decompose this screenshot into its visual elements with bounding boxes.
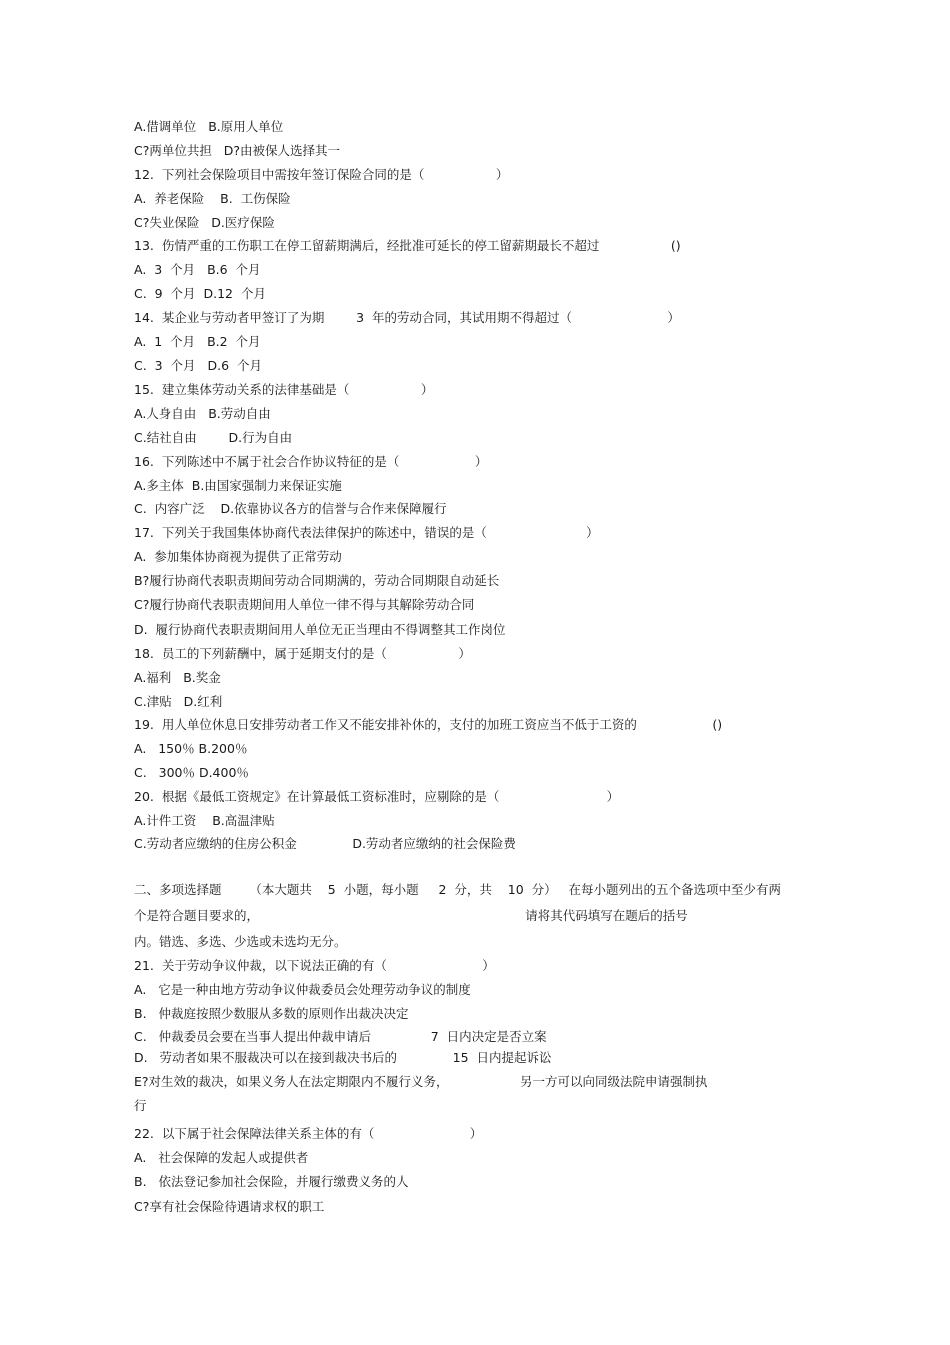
text-line: 个是符合题目要求的， 请将其代码填写在题后的括号 xyxy=(134,908,688,923)
text-line: 16. 下列陈述中不属于社会合作协议特征的是（ ） xyxy=(134,454,488,469)
text-line: A. 3 个月 B.6 个月 xyxy=(134,262,261,277)
text-line: B?履行协商代表职责期间劳动合同期满的，劳动合同期限自动延长 xyxy=(134,573,500,588)
text-line: C?履行协商代表职责期间用人单位一律不得与其解除劳动合同 xyxy=(134,597,475,612)
text-line: 17. 下列关于我国集体协商代表法律保护的陈述中，错误的是（ ） xyxy=(134,525,599,540)
text-line: A. 它是一种由地方劳动争议仲裁委员会处理劳动争议的制度 xyxy=(134,982,471,997)
text-line: D. 履行协商代表职责期间用人单位无正当理由不得调整其工作岗位 xyxy=(134,622,506,637)
text-line: C?失业保险 D.医疗保险 xyxy=(134,215,275,230)
text-line: 22. 以下属于社会保障法律关系主体的有（ ） xyxy=(134,1126,483,1141)
text-line: B. 依法登记参加社会保险，并履行缴费义务的人 xyxy=(134,1174,409,1189)
text-line: 14. 某企业与劳动者甲签订了为期 3 年的劳动合同，其试用期不得超过（ ） xyxy=(134,310,680,325)
text-line: C. 仲裁委员会要在当事人提出仲裁申请后 7 日内决定是否立案 xyxy=(134,1029,547,1044)
section-heading: 二、多项选择题 （本大题共 5 小题，每小题 2 分，共 10 分） 在每小题列出的五个备选项中至少有两 xyxy=(134,882,782,897)
text-line: A.计件工资 B.高温津贴 xyxy=(134,813,275,828)
text-line: C.结社自由 D.行为自由 xyxy=(134,430,293,445)
text-line: 行 xyxy=(134,1098,147,1113)
text-line: C?享有社会保险待遇请求权的职工 xyxy=(134,1199,325,1214)
text-line: A. 参加集体协商视为提供了正常劳动 xyxy=(134,549,342,564)
text-line: C. 3 个月 D.6 个月 xyxy=(134,358,262,373)
text-line: A. 养老保险 B. 工伤保险 xyxy=(134,191,291,206)
text-line: 18. 员工的下列薪酬中，属于延期支付的是（ ） xyxy=(134,646,471,661)
text-line: C.劳动者应缴纳的住房公积金 D.劳动者应缴纳的社会保险费 xyxy=(134,836,516,851)
text-line: 20. 根据《最低工资规定》在计算最低工资标准时，应剔除的是（ ） xyxy=(134,789,620,804)
text-line: A.福利 B.奖金 xyxy=(134,670,221,685)
text-line: 21. 关于劳动争议仲裁，以下说法正确的有（ ） xyxy=(134,958,495,973)
text-line: C.津贴 D.红利 xyxy=(134,694,223,709)
text-line: 15. 建立集体劳动关系的法律基础是（ ） xyxy=(134,382,434,397)
text-line: A. 1 个月 B.2 个月 xyxy=(134,334,261,349)
text-line: B. 仲裁庭按照少数服从多数的原则作出裁决决定 xyxy=(134,1006,409,1021)
text-line: 内。错选、多选、少选或未选均无分。 xyxy=(134,934,347,949)
text-line: D. 劳动者如果不服裁决可以在接到裁决书后的 15 日内提起诉讼 xyxy=(134,1050,552,1065)
text-line: E?对生效的裁决，如果义务人在法定期限内不履行义务， 另一方可以向同级法院申请强制执 xyxy=(134,1074,708,1089)
text-line: C. 9 个月 D.12 个月 xyxy=(134,286,266,301)
text-line: A. 社会保障的发起人或提供者 xyxy=(134,1150,309,1165)
text-line: 13. 伤情严重的工伤职工在停工留薪期满后，经批准可延长的停工留薪期最长不超过 () xyxy=(134,238,681,253)
text-line: C. 300％ D.400％ xyxy=(134,765,249,780)
text-line: A.人身自由 B.劳动自由 xyxy=(134,406,271,421)
text-line: A.多主体 B.由国家强制力来保证实施 xyxy=(134,478,342,493)
text-line: A.借调单位 B.原用人单位 xyxy=(134,119,284,134)
text-line: 19. 用人单位休息日安排劳动者工作又不能安排补休的，支付的加班工资应当不低于工资的 () xyxy=(134,717,723,732)
text-line: 12. 下列社会保险项目中需按年签订保险合同的是（ ） xyxy=(134,167,509,182)
text-line: A. 150％ B.200％ xyxy=(134,741,248,756)
text-line: C. 内容广泛 D.依靠协议各方的信誉与合作来保障履行 xyxy=(134,501,447,516)
text-line: C?两单位共担 D?由被保人选择其一 xyxy=(134,143,341,158)
